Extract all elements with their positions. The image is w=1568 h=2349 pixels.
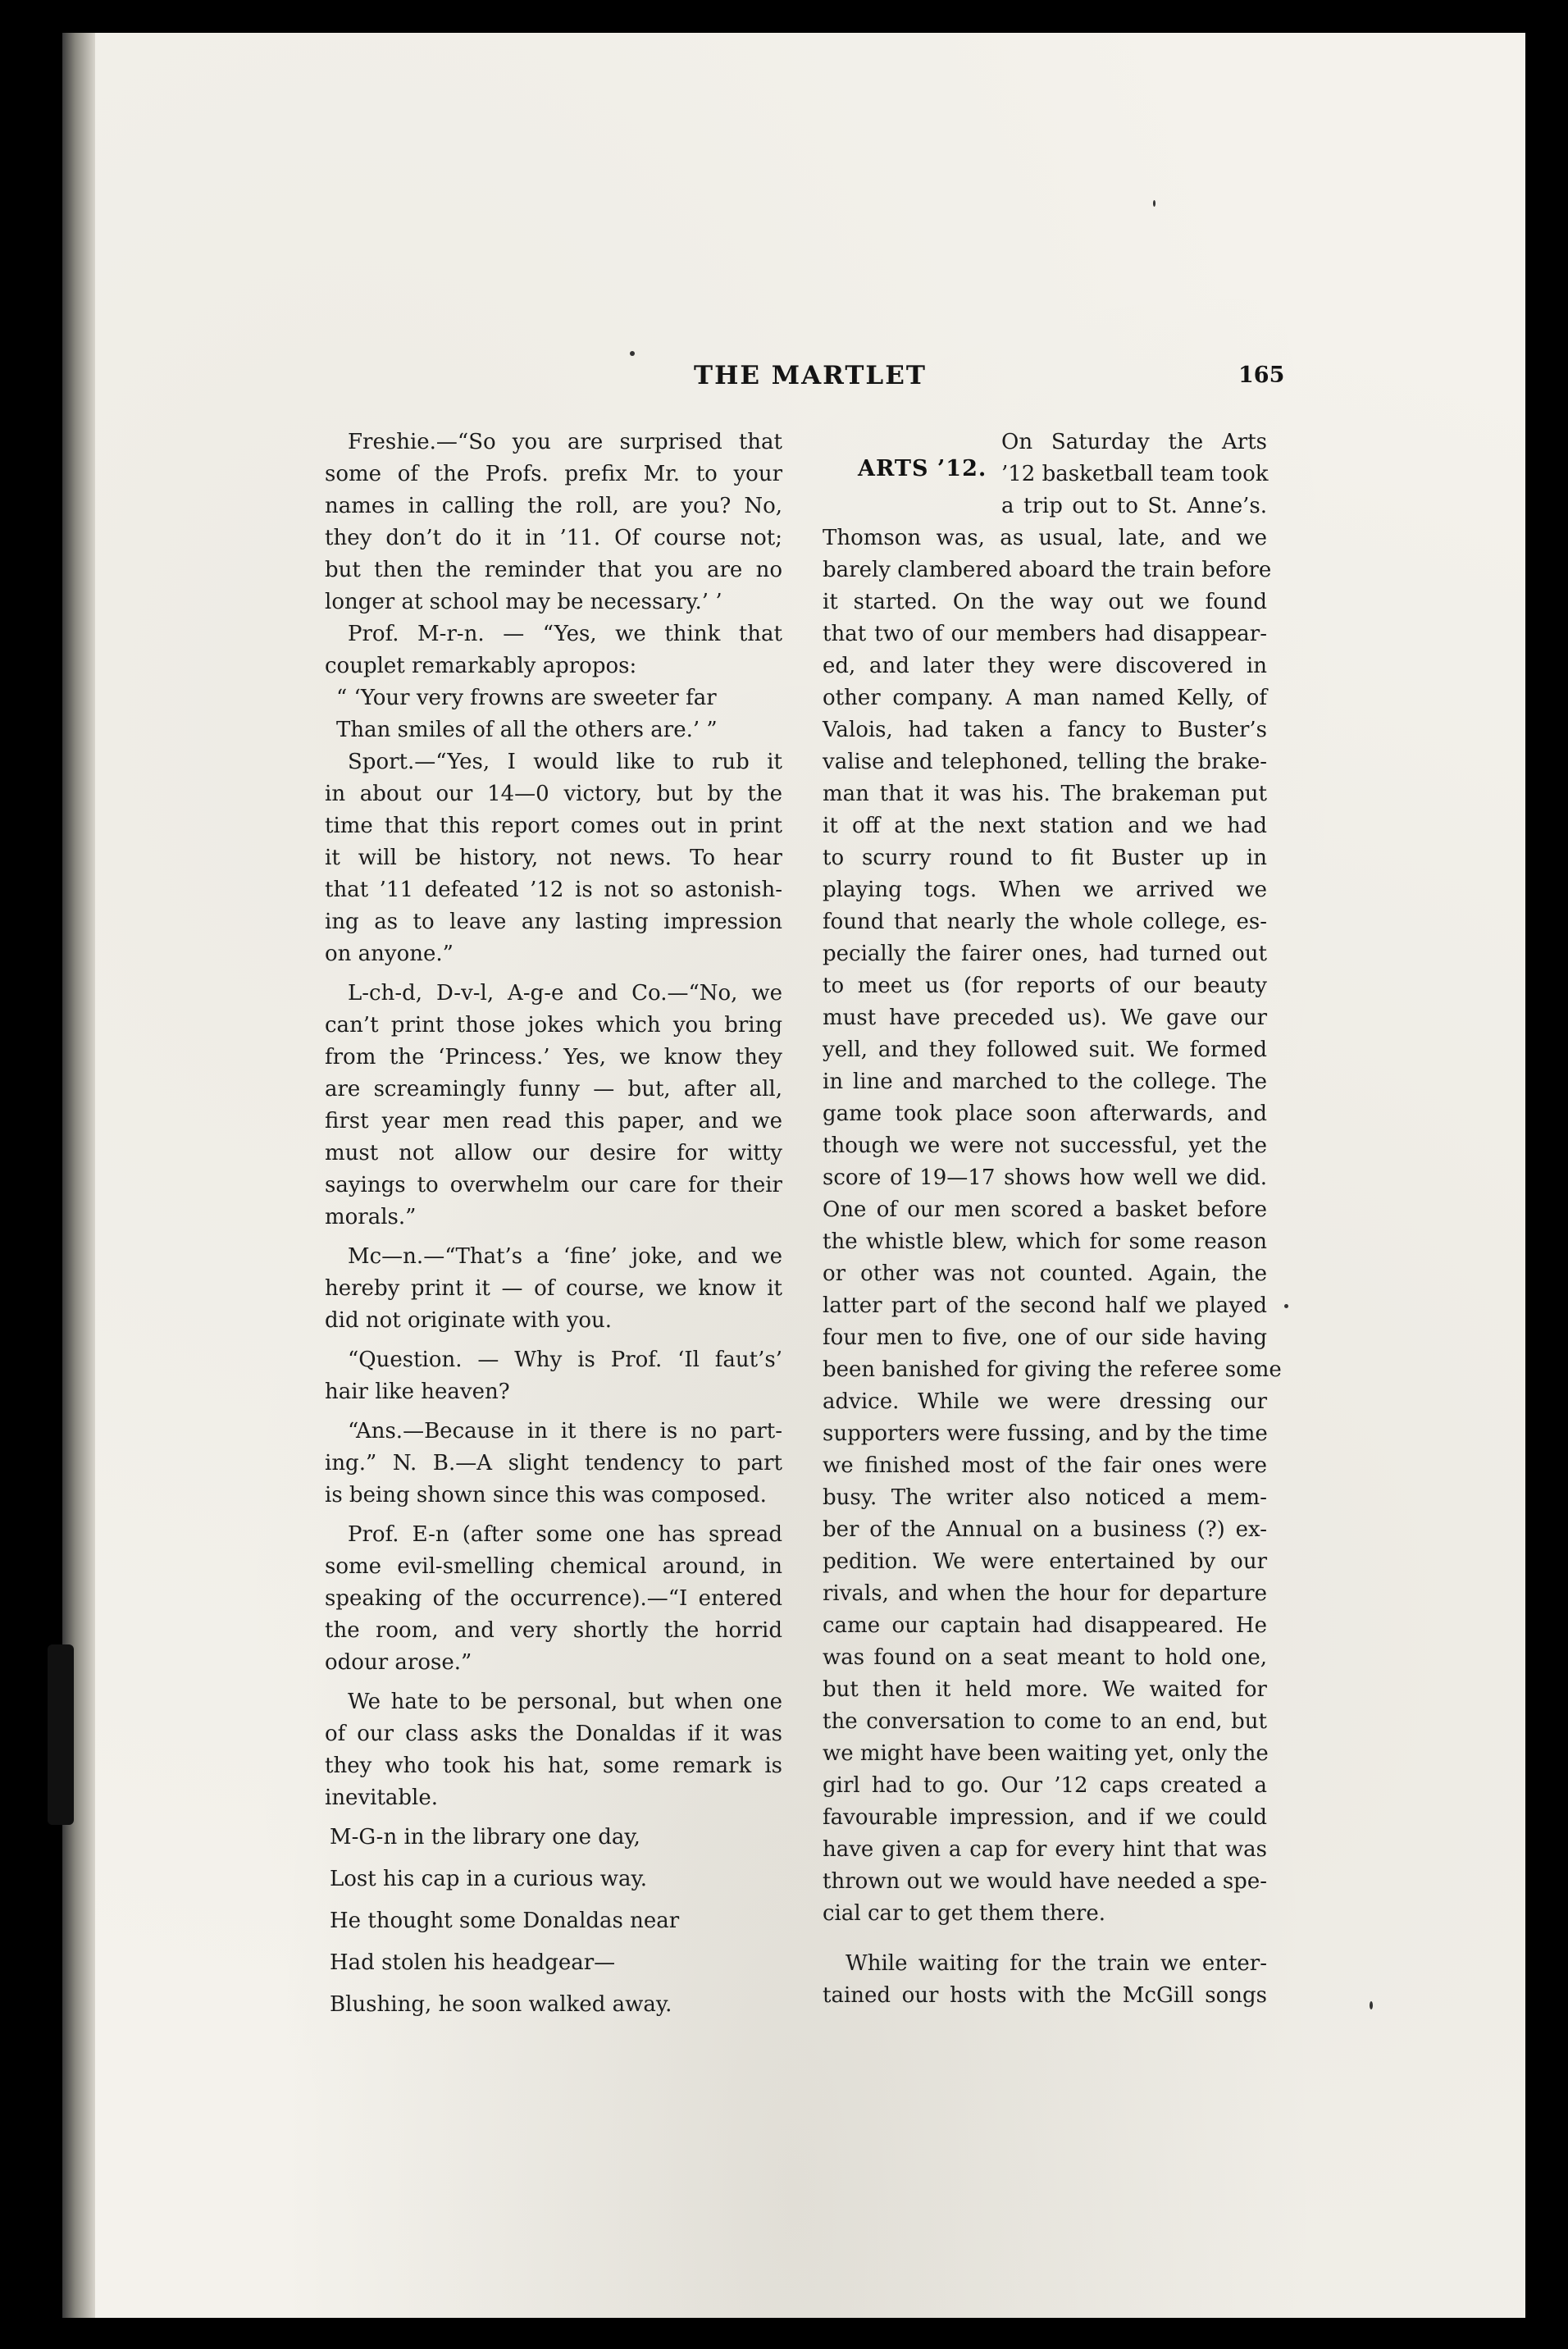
text-line: found that nearly the whole college, es- <box>823 910 1267 934</box>
page-number: 165 <box>1238 363 1285 388</box>
text-line: names in calling the roll, are you? No, <box>325 494 782 518</box>
text-line: but then the reminder that you are no <box>325 558 782 582</box>
text-line: is being shown since this was composed. <box>325 1483 767 1507</box>
text-line: we finished most of the fair ones were <box>823 1453 1267 1478</box>
text-line: L-ch-d, D-v-l, A-g-e and Co.—“No, we <box>348 981 782 1006</box>
text-line: Prof. E-n (after some one has spread <box>348 1522 782 1547</box>
text-line: girl had to go. Our ’12 caps created a <box>823 1773 1267 1798</box>
text-line: favourable impression, and if we could <box>823 1805 1267 1830</box>
text-line: been banished for giving the referee some <box>823 1357 1282 1382</box>
text-line: game took place soon afterwards, and <box>823 1102 1267 1126</box>
text-line: “Question. — Why is Prof. ‘Il faut’s’ <box>348 1348 782 1372</box>
text-line: Valois, had taken a fancy to Buster’s <box>823 718 1267 742</box>
text-line: score of 19—17 shows how well we did. <box>823 1165 1267 1190</box>
text-line: cial car to get them there. <box>823 1901 1105 1926</box>
text-line: barely clambered aboard the train before <box>823 558 1272 582</box>
text-line: it will be history, not news. To hear <box>325 846 782 870</box>
text-line: of our class asks the Donaldas if it was <box>325 1722 782 1746</box>
text-line: On Saturday the Arts <box>1001 430 1267 454</box>
text-line: though we were not successful, yet the <box>823 1133 1267 1158</box>
section-label: ARTS ’12. <box>858 456 987 481</box>
verse-line: M-G-n in the library one day, <box>330 1825 640 1850</box>
text-line: or other was not counted. Again, the <box>823 1261 1267 1286</box>
text-line: can’t print those jokes which you bring <box>325 1013 782 1038</box>
text-line: came our captain had disappeared. He <box>823 1613 1267 1638</box>
text-line: yell, and they followed suit. We formed <box>823 1038 1267 1062</box>
ink-speck <box>1370 2001 1373 2009</box>
text-line: ing as to leave any lasting impression <box>325 910 782 934</box>
text-line: ed, and later they were discovered in <box>823 654 1267 678</box>
text-line: latter part of the second half we played <box>823 1293 1267 1318</box>
text-line: must have preceded us). We gave our <box>823 1006 1267 1030</box>
text-line: odour arose.” <box>325 1650 472 1675</box>
text-line: but then it held more. We waited for <box>823 1677 1267 1702</box>
text-line: man that it was his. The brakeman put <box>823 782 1267 806</box>
text-line: We hate to be personal, but when one <box>348 1690 782 1714</box>
text-line: a trip out to St. Anne’s. <box>1001 494 1267 518</box>
text-line: One of our men scored a basket before <box>823 1197 1267 1222</box>
text-line: from the ‘Princess.’ Yes, we know they <box>325 1045 782 1070</box>
text-line: rivals, and when the hour for departure <box>823 1581 1267 1606</box>
text-line: they don’t do it in ’11. Of course not; <box>325 526 782 550</box>
text-line: couplet remarkably apropos: <box>325 654 637 678</box>
text-line: they who took his hat, some remark is <box>325 1754 782 1778</box>
text-line: must not allow our desire for witty <box>325 1141 782 1165</box>
text-line: busy. The writer also noticed a mem- <box>823 1485 1267 1510</box>
text-line: inevitable. <box>325 1786 439 1810</box>
text-line: longer at school may be necessary.’ ’ <box>325 590 722 614</box>
text-line: playing togs. When we arrived we <box>823 878 1267 902</box>
text-line: pedition. We were entertained by our <box>823 1549 1267 1574</box>
text-line: was found on a seat meant to hold one, <box>823 1645 1267 1670</box>
verse-line: Than smiles of all the others are.’ ” <box>336 718 718 742</box>
text-line: advice. While we were dressing our <box>823 1389 1267 1414</box>
text-line: we might have been waiting yet, only the <box>823 1741 1269 1766</box>
verse-line: Lost his cap in a curious way. <box>330 1867 648 1891</box>
verse-line: He thought some Donaldas near <box>330 1909 680 1933</box>
binding-clip <box>48 1644 74 1825</box>
text-line: to meet us (for reports of our beauty <box>823 974 1267 998</box>
text-line: speaking of the occurrence).—“I entered <box>325 1586 782 1611</box>
right-column <box>823 426 1282 2012</box>
text-line: morals.” <box>325 1205 417 1229</box>
text-line: Prof. M-r-n. — “Yes, we think that <box>348 622 782 646</box>
ink-speck <box>1284 1304 1288 1308</box>
text-line: first year men read this paper, and we <box>325 1109 782 1133</box>
text-line: the whistle blew, which for some reason <box>823 1229 1267 1254</box>
text-line: four men to five, one of our side having <box>823 1325 1267 1350</box>
text-line: hereby print it — of course, we know it <box>325 1276 782 1301</box>
text-line: tained our hosts with the McGill songs <box>823 1983 1267 2008</box>
text-line: thrown out we would have needed a spe- <box>823 1869 1267 1894</box>
text-line: ing.” N. B.—A slight tendency to part <box>325 1451 782 1476</box>
text-line: hair like heaven? <box>325 1380 510 1404</box>
ink-speck <box>1153 200 1155 207</box>
text-line: ’12 basketball team took <box>1001 462 1269 486</box>
text-line: the conversation to come to an end, but <box>823 1709 1267 1734</box>
text-line: to scurry round to fit Buster up in <box>823 846 1267 870</box>
text-line: Mc—n.—“That’s a ‘fine’ joke, and we <box>348 1244 782 1269</box>
text-line: some evil-smelling chemical around, in <box>325 1554 782 1579</box>
text-line: have given a cap for every hint that was <box>823 1837 1267 1862</box>
text-line: the room, and very shortly the horrid <box>325 1618 782 1643</box>
text-line: that two of our members had disappear- <box>823 622 1267 646</box>
text-line: it started. On the way out we found <box>823 590 1267 614</box>
verse-line: Had stolen his headgear— <box>330 1950 616 1975</box>
text-line: pecially the fairer ones, had turned out <box>823 942 1267 966</box>
text-line: other company. A man named Kelly, of <box>823 686 1267 710</box>
text-line: While waiting for the train we enter- <box>846 1951 1267 1976</box>
text-line: valise and telephoned, telling the brake- <box>823 750 1267 774</box>
text-line: in line and marched to the college. The <box>823 1070 1267 1094</box>
text-line: time that this report comes out in print <box>325 814 782 838</box>
text-line: Freshie.—“So you are surprised that <box>348 430 782 454</box>
text-line: on anyone.” <box>325 942 454 966</box>
text-line: some of the Profs. prefix Mr. to your <box>325 462 782 486</box>
text-line: ber of the Annual on a business (?) ex- <box>823 1517 1267 1542</box>
text-line: in about our 14—0 victory, but by the <box>325 782 782 806</box>
text-line: did not originate with you. <box>325 1308 613 1333</box>
text-line: are screamingly funny — but, after all, <box>325 1077 782 1102</box>
text-line: supporters were fussing, and by the time <box>823 1421 1268 1446</box>
text-line: sayings to overwhelm our care for their <box>325 1173 782 1197</box>
verse-line: Blushing, he soon walked away. <box>330 1992 672 2017</box>
journal-title: THE MARTLET <box>694 361 927 390</box>
ink-speck <box>630 351 635 356</box>
left-column <box>325 426 782 2023</box>
text-line: it off at the next station and we had <box>823 814 1267 838</box>
running-header <box>0 361 1568 402</box>
text-line: Thomson was, as usual, late, and we <box>823 526 1267 550</box>
text-line: “Ans.—Because in it there is no part- <box>348 1419 782 1444</box>
text-line: Sport.—“Yes, I would like to rub it <box>348 750 782 774</box>
verse-line: “ ‘Your very frowns are sweeter far <box>336 686 717 710</box>
text-line: that ’11 defeated ’12 is not so astonish- <box>325 878 782 902</box>
